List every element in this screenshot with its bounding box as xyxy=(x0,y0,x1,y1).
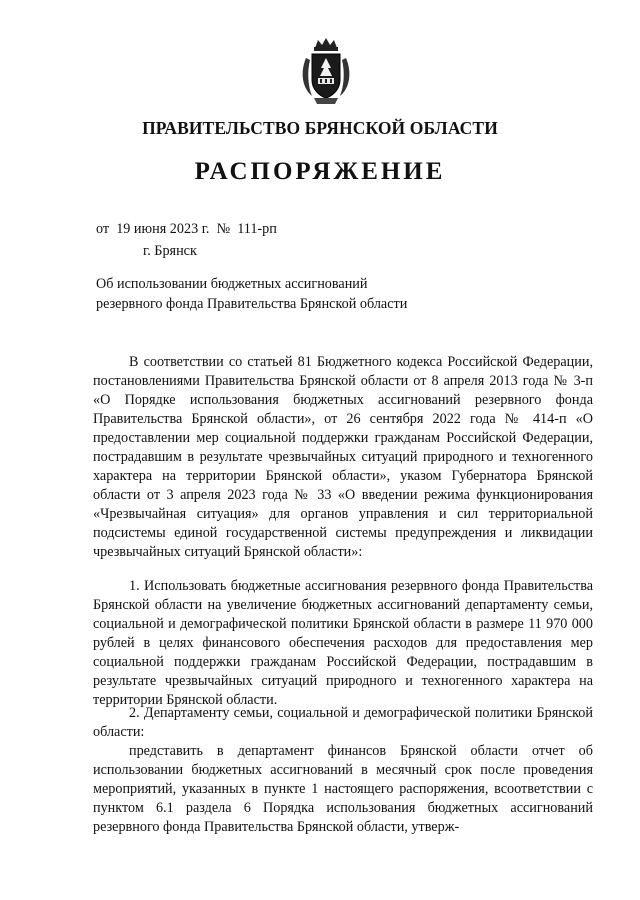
document-subject: Об использовании бюджетных ассигнований резервного фонда Правительства Брянской области xyxy=(96,276,408,312)
city: г. Брянск xyxy=(143,243,197,259)
item-2-heading: 2. Департаменту семьи, социальной и демографической политики Брянской области: xyxy=(93,705,593,740)
date-and-number: от 19 июня 2023 г. № 111-рп xyxy=(96,221,277,237)
item-2-body xyxy=(93,742,593,837)
preamble-paragraph xyxy=(93,353,593,562)
item-1-text: 1. Использовать бюджетные ассигнования резервного фонда Правительства Брянской области на увеличение бюджетных ассигнований департаменту семьи, социальной и демографической политики Брянской области в размере 11 970 000 рублей в целях финансового обеспечения расходов для предоставления мер социальной поддержки гражданам Российской Федерации, пострадавшим в результате чрезвычайных ситуаций природного и техногенного характера на территории Брянской области. xyxy=(93,578,593,708)
item-2-text: представить в департамент финансов Брянской области отчет об использовании бюджетных ассигнований в месячный срок после проведения мероприятий, указанных в пункте 1 настоящего распоряжения, всоответствии с пунктом 6.1 раздела 6 Порядка использования бюджетных ассигнований резервного фонда Правительства Брянской области, утверж- xyxy=(93,743,593,835)
organization-title: ПРАВИТЕЛЬСТВО БРЯНСКОЙ ОБЛАСТИ xyxy=(142,118,498,138)
preamble-text: В соответствии со статьей 81 Бюджетного кодекса Российской Федерации, постановлениями Правительства Брянской области от 8 апреля 2013 года № 3-п «О Порядке использования бюджетных ассигнований резервного фонда Правительства Брянской области», от 26 сентября 2022 года № 414-п «О предоставлении мер социальной поддержки гражданам Российской Федерации, пострадавшим в результате чрезвычайных ситуаций природного и техногенного характера на территории Брянской области», указом Губернатора Брянской области от 3 апреля 2023 года № 33 «О введении режима функционирования «Чрезвычайная ситуация» для органов управления и сил территориальной подсистемы единой государственной системы предупреждения и ликвидации чрезвычайных ситуаций Брянской области»: xyxy=(93,354,593,560)
item-2-paragraph xyxy=(93,704,593,742)
item-1-paragraph xyxy=(93,577,593,710)
coat-of-arms-icon xyxy=(298,34,354,106)
document-type-heading: РАСПОРЯЖЕНИЕ xyxy=(194,158,446,185)
